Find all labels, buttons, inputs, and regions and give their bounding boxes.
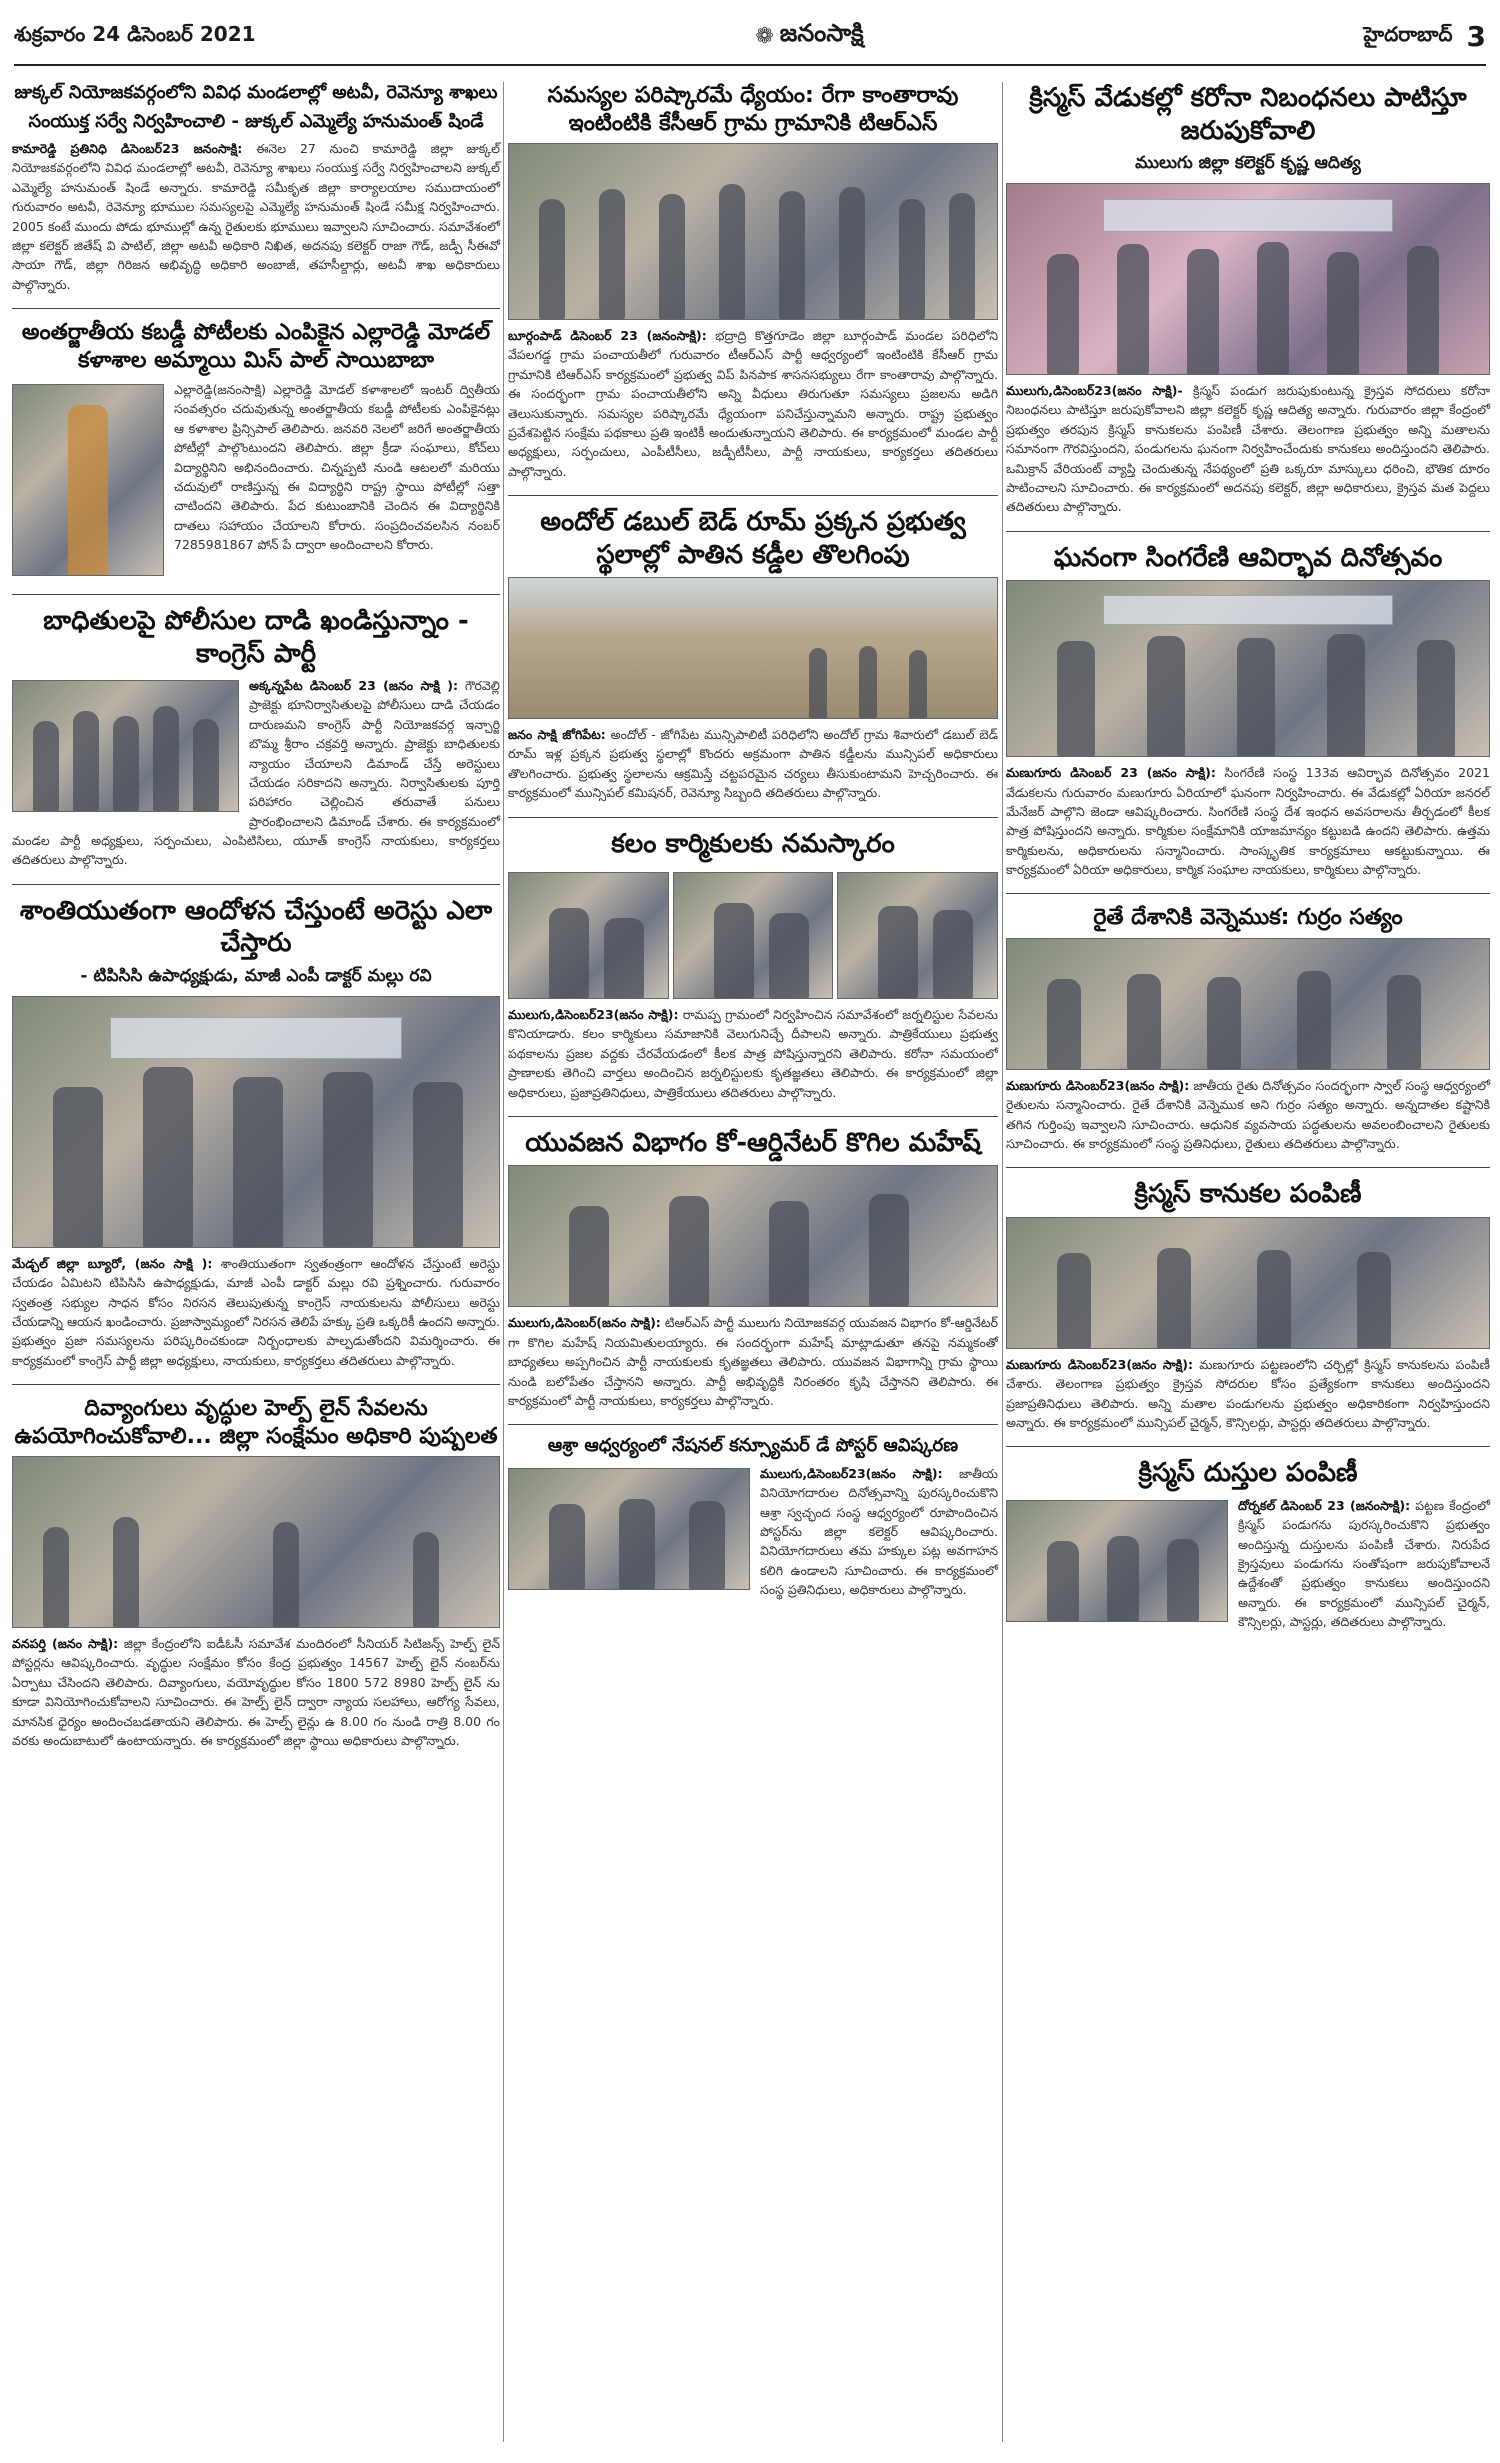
article-photo xyxy=(12,384,164,576)
article-body xyxy=(1006,1076,1490,1154)
photo-figure xyxy=(549,908,589,998)
article-youth-wing xyxy=(508,1127,998,1410)
photo-figure xyxy=(33,721,59,811)
photo-figure xyxy=(1187,249,1219,374)
photo-figure xyxy=(1327,252,1359,374)
article-text: టిఆర్ఎస్ పార్టీ ములుగు నియోజకవర్గ యువజన విభాగం కో-ఆర్డినేటర్ గా కొగిల మహేష్ నియమితులయ్యారు. ఈ సందర్భంగా మహేష్ మాట్లాడుతూ తనపై నమ్మకంతో బాధ్యతలు అప్పగించిన పార్టీ నాయకులకు కృతజ్ఞతలు తెలిపారు. యువజన విభాగాన్ని గ్రామ స్థాయి నుండి బలోపేతం చేస్తానని అన్నారు. పార్టీ అభివృద్ధికి నిరంతరం కృషి చేస్తానని తెలిపారు. ఈ కార్యక్రమంలో పార్టీ నాయకులు, కార్యకర్తలు పాల్గొన్నారు. xyxy=(508,1315,998,1408)
photo-figure xyxy=(599,189,625,319)
photo-figure xyxy=(1047,1541,1079,1621)
photo-figure xyxy=(113,716,139,811)
divider xyxy=(12,884,500,885)
dateline: మేడ్చల్ జిల్లా బ్యూరో, (జనం సాక్షి ): xyxy=(12,1255,213,1271)
photo-figure xyxy=(1357,1252,1391,1348)
headline: రైతే దేశానికి వెన్నెముక: గుర్రం సత్యం xyxy=(1093,905,1403,931)
dateline: ములుగు,డిసెంబర్23(జనం సాక్షి): xyxy=(508,1007,679,1022)
dateline: కామారెడ్డి ప్రతినిధి డిసెంబర్23 జనంసాక్షి: xyxy=(12,141,243,156)
dateline: ములుగు,డిసెంబర్23(జనం సాక్షి): xyxy=(760,1465,943,1481)
article-photo xyxy=(673,872,834,999)
article-text: రామప్ప గ్రామంలో నిర్వహించిన సమావేశంలో జర్నలిస్టుల సేవలను కొనియాడారు. కలం కార్మికులు సమాజానికి వెలుగునిచ్చే దీపాలని అన్నారు. పాత్రికేయులు ప్రభుత్వ పథకాలను ప్రజల వద్దకు చేరవేయడంలో కీలక పాత్ర పోషిస్తున్నారని తెలిపారు. కరోనా సమయంలో ప్రాణాలకు తెగించి వార్తలు అందించిన జర్నలిస్టులకు కృతజ్ఞతలు తెలిపారు. ఈ కార్యక్రమంలో జిల్లా అధికారులు, ప్రజాప్రతినిధులు, పాత్రికేయులు తదితరులు పాల్గొన్నారు. xyxy=(508,1007,999,1100)
article-body xyxy=(508,1005,998,1102)
dateline: దోర్నకల్ డిసెంబర్ 23 (జనంసాక్షి): xyxy=(1238,1497,1411,1513)
headline: ఆశ్రా ఆధ్వర్యంలో నేషనల్ కన్స్యూమర్ డే పోస్టర్ ఆవిష్కరణ xyxy=(547,1435,959,1457)
photo-figure xyxy=(604,918,644,998)
photo-figure xyxy=(1297,971,1331,1069)
divider xyxy=(12,594,500,595)
photo-figure xyxy=(73,711,99,811)
headline: క్రిస్మస్ కానుకల పంపిణీ xyxy=(1134,1179,1362,1210)
article-photo xyxy=(508,1165,998,1307)
photo-figure xyxy=(113,1517,139,1627)
photo-figure xyxy=(153,706,179,811)
headline: అంతర్జాతీయ కబడ్డీ పోటీలకు ఎంపికైన ఎల్లారెడ్డి మోడల్ కళాశాల అమ్మాయి మిస్ పాల్ సాయిబాబా xyxy=(21,320,491,373)
article-text: గౌరవెల్లి ప్రాజెక్టు భూనిర్వాసితులపై పోలీసులు దాడి చేయడం దారుణమని కాంగ్రెస్ పార్టీ నియోజకవర్గ ఇన్చార్జి బొమ్మ శ్రీరాం చక్రవర్తి అన్నారు. ప్రాజెక్టు బాధితులకు న్యాయం చేయాలని డిమాండ్ చేస్తే అరెస్టులు చేయడం సరికాదని అన్నారు. నిర్వాసితులకు పూర్తి పరిహారం చెల్లించిన తరువాతే పనులు ప్రారంభించాలని డిమాండ్ చేశారు. ఈ కార్యక్రమంలో మండల పార్టీ అధ్యక్షులు, సర్పంచులు, ఎంపిటిసిలు, యూత్ కాంగ్రెస్ నాయకులు, కార్యకర్తలు తదితరులు పాల్గొన్నారు. xyxy=(12,678,500,868)
article-body xyxy=(508,326,998,481)
issue-date: శుక్రవారం 24 డిసెంబర్ 2021 xyxy=(14,21,256,46)
photo-figure xyxy=(1207,977,1241,1069)
article-rega-kantharao xyxy=(508,82,998,481)
photo-figure xyxy=(413,1532,439,1627)
article-text: జాతీయ వినియోగదారుల దినోత్సవాన్ని పురస్కరించుకొని ఆశ్రా స్వచ్ఛంద సంస్థ ఆధ్వర్యంలో రూపొందించిన పోస్టర్‌ను జిల్లా కలెక్టర్ ఆవిష్కరించారు. వినియోగదారులు తమ హక్కుల పట్ల అవగాహన కలిగి ఉండాలని సూచించారు. ఈ కార్యక్రమంలో సంస్థ ప్రతినిధులు, అధికారులు పాల్గొన్నారు. xyxy=(760,1465,998,1597)
headline: సంయుక్త సర్వే నిర్వహించాలి - జుక్కల్ ఎమ్మెల్యే హనుమంత్ షిండే xyxy=(28,110,484,132)
dateline: అక్కన్నపేట డిసెంబర్ 23 (జనం సాక్షి ): xyxy=(249,678,458,693)
page-number: 3 xyxy=(1466,19,1486,53)
article-photo xyxy=(1006,1217,1490,1349)
article-text: అందోల్ - జోగిపేట మున్సిపాలిటీ పరిధిలోని అందోల్ గ్రామ శివారులో డబుల్ బెడ్ రూమ్ ఇళ్ల ప్రక్కన ప్రభుత్వ స్థలాల్లో కొందరు అక్రమంగా పాతిన కడ్డీలను మున్సిపల్ అధికారులు తొలగించారు. ప్రభుత్వ స్థలాలను ఆక్రమిస్తే చట్టపరమైన చర్యలు తీసుకుంటామని హెచ్చరించారు. ఈ కార్యక్రమంలో మున్సిపల్ కమిషనర్, రెవెన్యూ సిబ్బంది తదితరులు పాల్గొన్నారు. xyxy=(508,727,998,801)
photo-figure xyxy=(909,650,927,718)
photo-figure xyxy=(233,1077,283,1247)
photo-figure xyxy=(1057,641,1095,756)
dateline: ములుగు,డిసెంబర్(జనం సాక్షి): xyxy=(508,1315,661,1331)
divider xyxy=(508,817,998,818)
headline: ఘనంగా సింగరేణి ఆవిర్భావ దినోత్సవం xyxy=(1053,542,1443,573)
article-text: శాంతియుతంగా స్వతంత్రంగా ఆందోళన చేస్తుంటే అరెస్టు చేయడం ఏమిటని టిపిసిసి ఉపాధ్యక్షుడు, మాజీ ఎంపీ డాక్టర్ మల్లు రవి ప్రశ్నించారు. గురువారం స్వతంత్ర సభ్యుల సాధన కోసం నిరసన తెలుపుతున్న కాంగ్రెస్ నాయకులను పోలీసులు అరెస్టు చేయడాన్ని ఆయన ఖండించారు. ప్రజాస్వామ్యంలో నిరసన తెలిపే హక్కు ప్రతి ఒక్కరికీ ఉందని అన్నారు. ప్రభుత్వం ప్రజా సమస్యలను పరిష్కరించకుండా నిర్బంధాలకు పాల్పడుతోందని విమర్శించారు. ఈ కార్యక్రమంలో కాంగ్రెస్ పార్టీ జిల్లా అధ్యక్షులు, నాయకులు, కార్యకర్తలు తదితరులు పాల్గొన్నారు. xyxy=(12,1255,500,1368)
article-body xyxy=(1006,1355,1490,1433)
photo-figure xyxy=(569,1206,609,1306)
headline: కలం కార్మికులకు నమస్కారం xyxy=(611,828,895,859)
article-helpline xyxy=(12,1395,500,1750)
dateline: వనపర్తి (జనం సాక్షి): xyxy=(12,1636,119,1651)
article-text: జాతీయ రైతు దినోత్సవం సందర్భంగా స్వాల్ సంస్థ ఆధ్వర్యంలో రైతులను సన్మానించారు. రైతే దేశానికి వెన్నెముక అని గుర్రం సత్యం అన్నారు. అన్నదాతల కష్టానికి తగిన గుర్తింపు ఇవ్వాలని సూచించారు. ఆధునిక వ్యవసాయ పద్ధతులను అవలంబించాలని రైతులకు సూచించారు. ఈ కార్యక్రమంలో సంస్థ ప్రతినిధులు, రైతులు తదితరులు పాల్గొన్నారు. xyxy=(1006,1077,1490,1151)
photo-figure xyxy=(878,906,918,998)
photo-figure xyxy=(1127,974,1161,1069)
photo-banner xyxy=(1103,595,1392,625)
headline: అందోల్ డబుల్ బెడ్ రూమ్ ప్రక్కన ప్రభుత్వ స్థలాల్లో పాతిన కడ్డీల తొలగింపు xyxy=(540,507,966,570)
article-congress-protest xyxy=(12,605,500,870)
photo-figure xyxy=(539,199,565,319)
subheadline: ములుగు జిల్లా కలెక్టర్ కృష్ణ ఆదిత్య xyxy=(1135,153,1361,173)
headline: దివ్యాంగులు వృద్ధుల హెల్ప్ లైన్ సేవలను ఉపయోగించుకోవాలి... జిల్లా సంక్షేమం అధికారి పుష్పలత xyxy=(14,1396,498,1449)
photo-figure xyxy=(1237,638,1275,756)
photo-figure xyxy=(1047,979,1081,1069)
divider xyxy=(1006,1167,1490,1168)
photo-figure xyxy=(1057,1253,1091,1348)
article-body xyxy=(508,1313,998,1410)
photo-figure xyxy=(143,1067,193,1247)
article-body xyxy=(12,1634,500,1750)
article-christmas-clothes xyxy=(1006,1457,1490,1631)
article-text: పట్టణ కేంద్రంలో క్రిస్మస్ పండుగను పురస్కరించుకొని ప్రభుత్వం అందిస్తున్న దుస్తులను పంపిణీ చేశారు. నిరుపేద క్రైస్తవులు పండుగను సంతోషంగా జరుపుకోవాలనే ఉద్దేశంతో ప్రభుత్వం కానుకలు అందిస్తుందని అన్నారు. ఈ కార్యక్రమంలో మున్సిపల్ చైర్మన్, కౌన్సిలర్లు, పాస్టర్లు, తదితరులు పాల్గొన్నారు. xyxy=(1238,1497,1490,1630)
headline: యువజన విభాగం కో-ఆర్డినేటర్ కొగిల మహేష్ xyxy=(525,1127,981,1158)
article-photo xyxy=(508,143,998,320)
column-left xyxy=(12,82,500,1764)
dateline: మణుగూరు డిసెంబర్ 23 (జనం సాక్షి): xyxy=(1006,765,1216,781)
photo-figure xyxy=(839,187,865,319)
article-andol-double-bedroom xyxy=(508,506,998,803)
photo-figure xyxy=(1117,244,1149,374)
photo-figure xyxy=(949,193,975,319)
brand xyxy=(755,19,863,53)
photo-figure xyxy=(43,1527,69,1627)
divider xyxy=(508,495,998,496)
article-text: జిల్లా కేంద్రంలోని ఐడీఓసీ సమావేశ మందిరంలో సీనియర్ సిటిజన్స్ హెల్ప్ లైన్ పోస్టర్లను ఆవిష్కరించారు. వృద్ధుల సంక్షేమం కోసం కేంద్ర ప్రభుత్వం 14567 హెల్ప్ లైన్ నంబర్‌ను ఏర్పాటు చేసిందని తెలిపారు. దివ్యాంగులు, వయోవృద్ధుల కోసం 1800 572 8980 హెల్ప్ లైన్ ను కూడా వినియోగించుకోవాలని సూచించారు. ఈ హెల్ప్ లైన్ ద్వారా న్యాయ సలహాలు, ఆరోగ్య సేవలు, మానసిక ధైర్యం అందించబడతాయని తెలిపారు. ఈ హెల్ప్ లైన్లు ఉ 8.00 గం నుండి రాత్రి 8.00 గం వరకు అందుబాటులో ఉంటాయన్నారు. ఈ కార్యక్రమంలో జిల్లా స్థాయి అధికారులు పాల్గొన్నారు. xyxy=(12,1636,500,1748)
headline: క్రిస్మస్ దుస్తుల పంపిణీ xyxy=(1138,1458,1358,1489)
article-journalists xyxy=(508,828,998,1102)
article-body xyxy=(12,1254,500,1370)
headline: జుక్కల్ నియోజకవర్గంలోని వివిధ మండలాల్లో అటవీ, రెవెన్యూ శాఖలు xyxy=(14,82,498,103)
photo-figure xyxy=(659,194,685,319)
divider xyxy=(508,1116,998,1117)
photo-figure xyxy=(719,184,745,319)
photo-figure xyxy=(769,1201,809,1306)
photo-figure xyxy=(323,1072,373,1247)
article-photo xyxy=(837,872,998,999)
article-photo xyxy=(12,996,500,1248)
photo-figure xyxy=(1257,242,1289,374)
article-photo xyxy=(1006,183,1490,375)
article-body xyxy=(508,725,998,803)
article-mallu-ravi xyxy=(12,895,500,1370)
photo-figure xyxy=(714,903,754,998)
photo-banner xyxy=(110,1017,402,1059)
brand-name: జనంసాక్షి xyxy=(779,19,864,47)
article-photo xyxy=(508,1468,750,1590)
article-body xyxy=(1006,381,1490,517)
article-text: క్రిస్మస్ పండుగ జరుపుకుంటున్న క్రైస్తవ సోదరులు కరోనా నిబంధనలు పాటిస్తూ జరుపుకోవాలని జిల్లా కలెక్టర్ కృష్ణ ఆదిత్య అన్నారు. గురువారం జిల్లా కేంద్రంలో ప్రభుత్వం తరపున క్రిస్మస్ కానుకలను పంపిణీ చేశారు. తెలంగాణ ప్రభుత్వం అన్ని మతాలను సమానంగా గౌరవిస్తుందని, పండుగలను ఘనంగా నిర్వహించేందుకు కానుకలు అందిస్తుందని తెలిపారు. ఒమిక్రాన్ వేరియంట్ వ్యాప్తి చెందుతున్న నేపథ్యంలో ప్రతి ఒక్కరూ మాస్కులు ధరించి, భౌతిక దూరం పాటించాలని సూచించారు. ఈ కార్యక్రమంలో అదనపు కలెక్టర్, జిల్లా అధికారులు, క్రైస్తవ మత పెద్దలు తదితరులు పాల్గొన్నారు. xyxy=(1006,383,1490,515)
article-text: ఈనెల 27 నుంచి కామారెడ్డి జిల్లా జుక్కల్ నియోజకవర్గంలోని వివిధ మండలాల్లో అటవీ, రెవెన్యూ శాఖలు సంయుక్త సర్వే నిర్వహించాలని జుక్కల్ ఎమ్మెల్యే హనుమంత్ షిండే అన్నారు. కామారెడ్డి సమీకృత జిల్లా కార్యాలయాల సముదాయంలో గురువారం అటవీ, రెవెన్యూ భూముల సమస్యలపై ఎమ్మెల్యే హనుమంత్ షిండే సమీక్ష నిర్వహించారు. 2005 కంటే ముందు పోడు భూముల్లో ఉన్న రైతులకు భూములు ఇవ్వాలని సూచించారు. సమావేశంలో జిల్లా కలెక్టర్ జితేష్ వి పాటిల్, జిల్లా అటవీ అధికారి నిఖిత, అదనపు కలెక్టర్ రాజా గౌడ్, జడ్పీ సీఈవో సాయా గౌడ్, జిల్లా గిరిజన అభివృద్ధి అధికారి అంబాజీ, తహసీల్దార్లు, అటవీ శాఖ అధికారులు పాల్గొన్నారు. xyxy=(12,141,501,292)
divider xyxy=(1006,531,1490,532)
headline: సమస్యల పరిష్కారమే ధ్యేయం: రేగా కాంతారావు ఇంటింటికి కేసీఆర్ గ్రామ గ్రామానికి టిఆర్ఎస్ xyxy=(547,83,959,136)
article-text: సింగరేణి సంస్థ 133వ ఆవిర్భావ దినోత్సవం 2021 వేడుకలను గురువారం మణుగూరు ఏరియాలో ఘనంగా నిర్వహించారు. ఈ వేడుకల్లో ఏరియా జనరల్ మేనేజర్ పాల్గొని జెండా ఆవిష్కరించారు. సింగరేణి సంస్థ దేశ ఇంధన అవసరాలను తీర్చడంలో కీలక పాత్ర పోషిస్తుందని అన్నారు. కార్మికుల సంక్షేమానికి యాజమాన్యం కట్టుబడి ఉందని తెలిపారు. ఉత్తమ కార్మికులను, అధికారులను సన్మానించారు. సాంస్కృతిక కార్యక్రమాలు ఆకట్టుకున్నాయి. ఈ కార్యక్రమంలో ఏరియా అధికారులు, కార్మిక సంఘాల నాయకులు, కార్మికులు పాల్గొన్నారు. xyxy=(1006,765,1490,877)
article-photo xyxy=(1006,1500,1228,1622)
divider xyxy=(1006,893,1490,894)
article-text: భద్రాద్రి కొత్తగూడెం జిల్లా బూర్గంపాడ్ మండల పరిధిలోని వేపలగడ్డ గ్రామ పంచాయతీలో గురువారం టీఆర్ఎస్ పార్టీ ఆధ్వర్యంలో ఇంటింటికి కేసీఆర్ గ్రామ గ్రామానికి టిఆర్ఎస్ కార్యక్రమంలో ప్రభుత్వ విప్ పినపాక శాసనసభ్యులు రేగా కాంతారావు పాల్గొన్నారు. ఈ సందర్భంగా గ్రామ పంచాయతీలోని అన్ని వీధులు తిరుగుతూ సమస్యలు ప్రజలను అడిగి తెలుసుకున్నారు. సమస్యల పరిష్కారమే ధ్యేయంగా పనిచేస్తున్నామని అన్నారు. రాష్ట్ర ప్రభుత్వం ప్రవేశపెట్టిన సంక్షేమ పథకాలు ప్రతి ఇంటికీ అందుతున్నాయని తెలిపారు. ఈ కార్యక్రమంలో మండల పార్టీ అధ్యక్షులు, సర్పంచులు, ఎంపీటీసీలు, జడ్పీటీసీలు, పార్టీ నాయకులు, కార్యకర్తలు తదితరులు పాల్గొన్నారు. xyxy=(508,328,998,479)
photo-banner xyxy=(1103,199,1392,231)
dateline: మణుగూరు డిసెంబర్23(జనం సాక్షి): xyxy=(1006,1077,1190,1093)
photo-figure xyxy=(859,646,877,718)
photo-figure xyxy=(779,191,805,319)
dateline: జనం సాక్షి జోగిపేట: xyxy=(508,727,606,742)
dateline: ములుగు,డిసెంబర్23(జనం సాక్షి)- xyxy=(1006,383,1183,398)
photo-figure xyxy=(1257,1250,1291,1348)
masthead-right xyxy=(1363,20,1486,53)
photo-figure xyxy=(413,1082,463,1247)
photo-figure xyxy=(68,405,108,575)
headline: శాంతియుతంగా ఆందోళన చేస్తుంటే అరెస్టు ఎలా చేస్తారు xyxy=(19,895,493,959)
photo-figure xyxy=(933,910,973,998)
photo-figure xyxy=(619,1499,655,1589)
article-photo xyxy=(508,577,998,719)
photo-figure xyxy=(1387,975,1421,1069)
photo-strip xyxy=(508,866,998,1005)
brand-logo-icon: ❁ xyxy=(755,23,774,49)
dateline: బూర్గంపాడ్ డిసెంబర్ 23 (జనంసాక్షి): xyxy=(508,328,707,343)
dateline: మణుగూరు డిసెంబర్23(జనం సాక్షి): xyxy=(1006,1356,1194,1372)
photo-figure xyxy=(1327,634,1365,756)
photo-figure xyxy=(1167,1539,1199,1621)
article-body xyxy=(12,139,500,294)
divider xyxy=(12,1384,500,1385)
headline: క్రిస్మస్ వేడుకల్లో కరోనా నిబంధనలు పాటిస్తూ జరుపుకోవాలి xyxy=(1029,83,1467,146)
photo-figure xyxy=(899,199,925,319)
masthead xyxy=(14,8,1486,66)
article-text: ఎల్లారెడ్డి(జనంసాక్షి) ఎల్లారెడ్డి మోడల్ కళాశాలలో ఇంటర్ ద్వితీయ సంవత్సరం చదువుతున్న అంతర్జాతీయ కబడ్డీ పోటీలకు ఎంపికైనట్లు ఆ కళాశాల ప్రిన్సిపాల్ తెలిపారు. జనవరి నెలలో జరిగే అంతర్జాతీయ పోటీల్లో పాల్గొంటుందని తెలిపారు. జిల్లా క్రీడా సంఘాలు, కోచ్‌లు విద్యార్థినిని అభినందించారు. చిన్నప్పటి నుండి ఆటలలో మరియు చదువులో రాణిస్తున్న ఈ విద్యార్థిని రాష్ట్ర స్థాయి పోటీల్లో సత్తా చాటిందని తెలిపారు. పేద కుటుంబానికి చెందిన ఈ విద్యార్థినికి దాతలు సహాయం చేయాలని కోరారు. సంప్రదించవలసిన నంబర్ 7285981867 పోన్ పే ద్వారా అందించాలని కోరారు. xyxy=(174,382,500,552)
photo-figure xyxy=(273,1522,299,1627)
photo-figure xyxy=(1047,254,1079,374)
photo-figure xyxy=(869,1194,909,1306)
article-consumer-day xyxy=(508,1435,998,1599)
article-body xyxy=(1006,763,1490,879)
article-jukkal-survey xyxy=(12,82,500,294)
article-text: మణుగూరు పట్టణంలోని చర్చిల్లో క్రిస్మస్ కానుకలను పంపిణీ చేశారు. తెలంగాణ ప్రభుత్వం క్రైస్తవ సోదరుల కోసం ప్రత్యేకంగా కానుకలు అందిస్తుందని ప్రజాప్రతినిధులు తెలిపారు. అన్ని మతాల పండుగలను ప్రభుత్వం అధికారికంగా నిర్వహిస్తుందని అన్నారు. ఈ కార్యక్రమంలో మున్సిపల్ చైర్మన్, కౌన్సిలర్లు, పాస్టర్లు తదితరులు పాల్గొన్నారు. xyxy=(1006,1356,1490,1430)
photo-figure xyxy=(53,1087,103,1247)
edition-city: హైదరాబాద్ xyxy=(1363,21,1453,46)
article-photo xyxy=(508,872,669,999)
photo-figure xyxy=(1147,636,1185,756)
photo-figure xyxy=(1407,246,1439,374)
photo-figure xyxy=(549,1504,585,1589)
column-middle xyxy=(508,82,998,1613)
article-christmas-covid xyxy=(1006,82,1490,517)
article-photo xyxy=(12,1456,500,1628)
article-photo xyxy=(1006,938,1490,1070)
article-singareni xyxy=(1006,542,1490,880)
photo-figure xyxy=(1417,640,1455,756)
photo-figure xyxy=(1157,1248,1191,1348)
article-photo xyxy=(1006,580,1490,757)
divider xyxy=(12,308,500,309)
article-photo xyxy=(12,680,239,812)
photo-figure xyxy=(669,1196,709,1306)
divider xyxy=(508,1424,998,1425)
headline: బాధితులపై పోలీసుల దాడి ఖండిస్తున్నాం - కాంగ్రెస్ పార్టీ xyxy=(43,606,469,669)
column-rule xyxy=(503,82,504,2442)
photo-figure xyxy=(809,648,827,718)
photo-figure xyxy=(193,719,219,811)
article-farmers-day xyxy=(1006,904,1490,1153)
photo-figure xyxy=(689,1501,725,1589)
column-right xyxy=(1006,82,1490,1646)
photo-figure xyxy=(769,913,809,998)
article-christmas-gifts xyxy=(1006,1178,1490,1432)
subheadline: - టిపిసిసి ఉపాధ్యక్షుడు, మాజీ ఎంపీ డాక్టర్ మల్లు రవి xyxy=(80,965,432,986)
photo-figure xyxy=(1107,1536,1139,1621)
column-rule xyxy=(1002,82,1003,2442)
divider xyxy=(1006,1446,1490,1447)
article-kabaddi xyxy=(12,319,500,580)
